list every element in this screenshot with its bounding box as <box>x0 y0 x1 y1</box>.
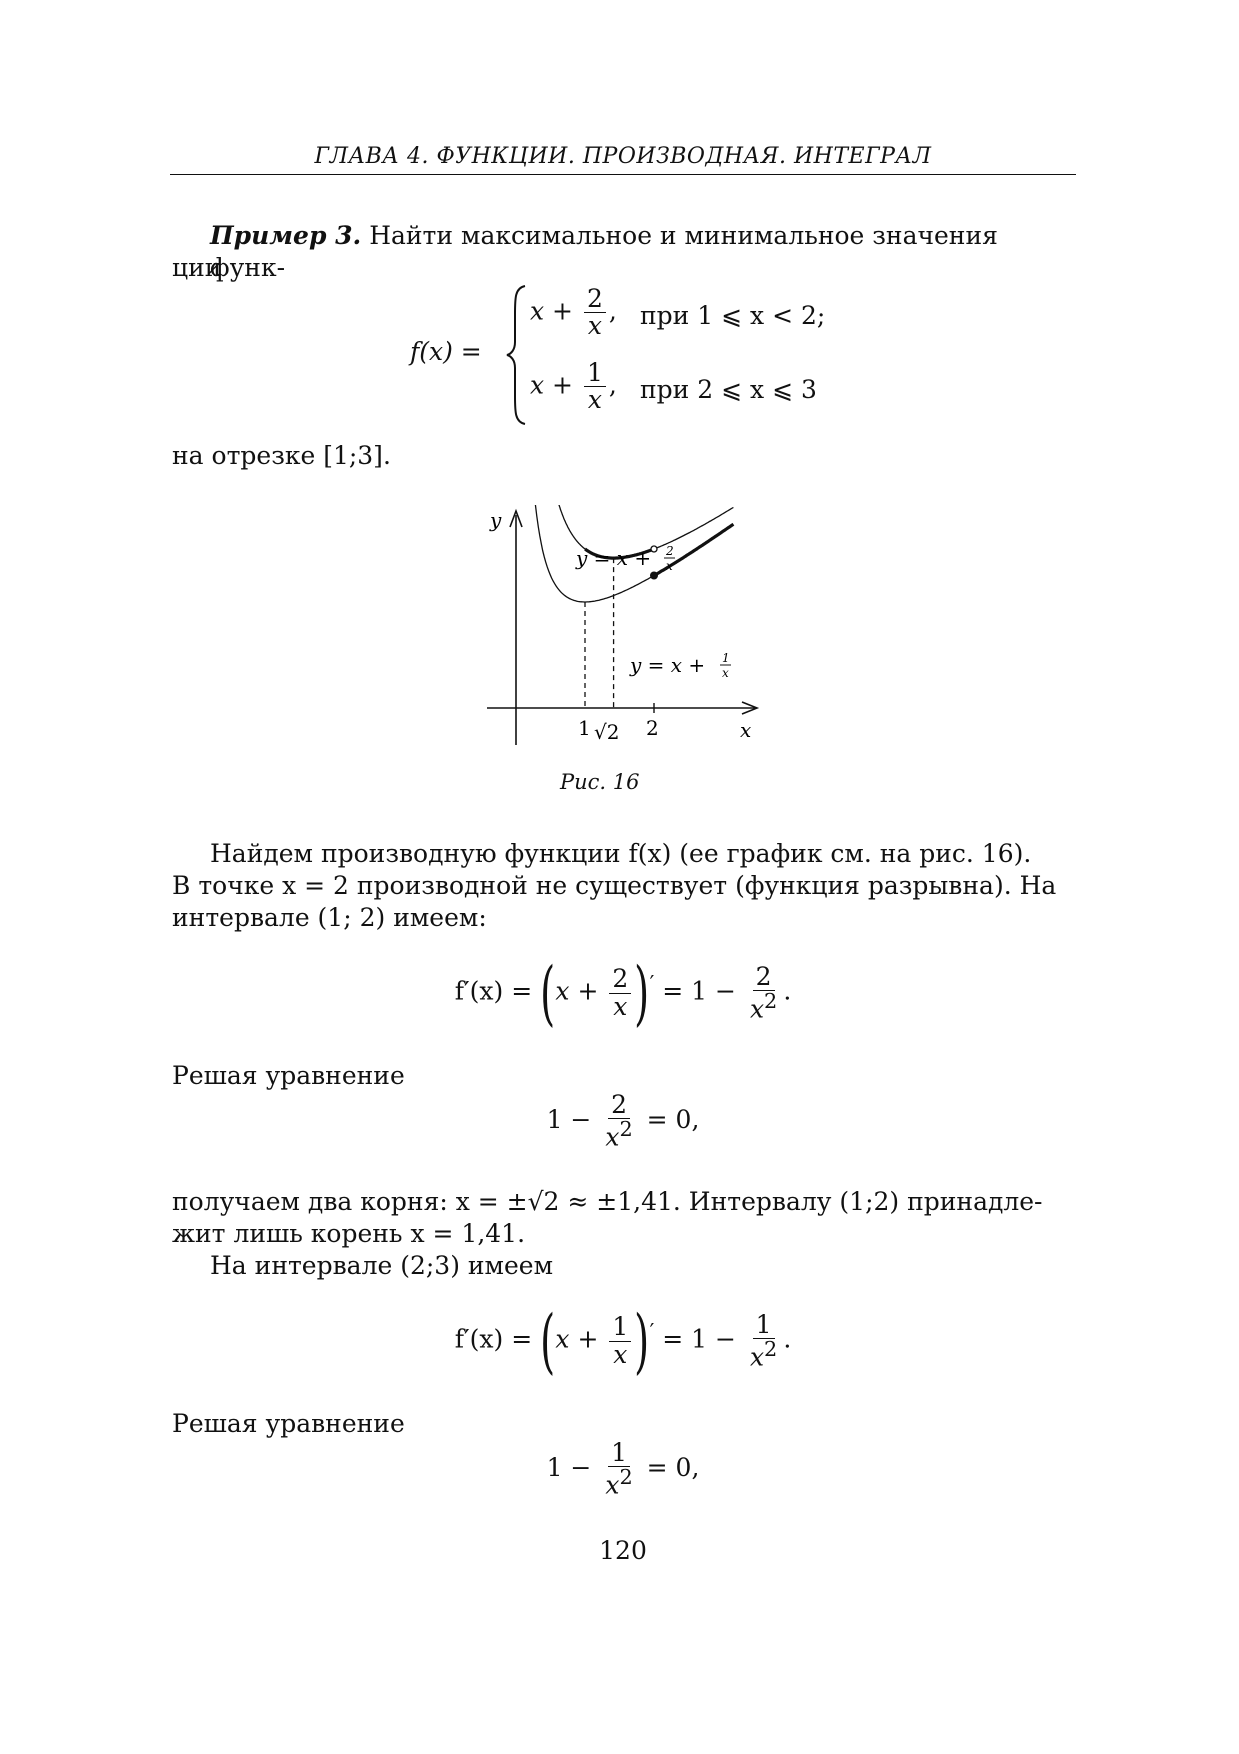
closed-point <box>650 572 658 580</box>
page-number: 120 <box>599 1536 647 1565</box>
label-lower-curve: y = x + <box>630 653 706 677</box>
svg-text:x: x <box>666 559 673 573</box>
case2-expr: x + $\frac{1}{x}$ , <box>530 358 617 415</box>
function-graph <box>470 505 770 755</box>
para2-line1: получаем два корня: x = ±√2 ≈ ±1,41. Интервалу (1;2) принадле- <box>172 1187 1043 1216</box>
derivative-formula-2: f′(x) = (x + $\frac{1}{x}$ )′ = 1 − $\frac{1}{x^2}$ . <box>454 1300 792 1382</box>
para1-line2: В точке x = 2 производной не существует (функция разрывна). На <box>172 871 1057 900</box>
case2-condition: при 2 ⩽ x ⩽ 3 <box>640 375 817 404</box>
para1-line3: интервале (1; 2) имеем: <box>172 903 487 932</box>
case1-expr: x + $\frac{2}{x}$ , <box>530 284 617 341</box>
svg-text:1: 1 <box>722 651 730 665</box>
tick-label-2: 2 <box>646 716 659 740</box>
para2-line2: жит лишь корень x = 1,41. <box>172 1219 526 1248</box>
equation-1: 1 − $\frac{2}{x^2}$ = 0, <box>546 1090 700 1152</box>
label-upper-curve: y = x + <box>576 546 652 570</box>
upper-curve-thin-right <box>654 507 733 549</box>
tick-label-sqrt2: √2 <box>594 720 620 744</box>
segment-text: на отрезке [1;3]. <box>172 441 391 470</box>
para2-line3: На интервале (2;3) имеем <box>210 1251 554 1280</box>
equation-2: 1 − $\frac{1}{x^2}$ = 0, <box>546 1438 700 1500</box>
x-axis-label: x <box>740 718 752 742</box>
para1-line1: Найдем производную функции f(x) (ее график см. на рис. 16). <box>210 839 1032 868</box>
example-label: Пример 3. <box>210 221 362 250</box>
piecewise-lhs: f(x) = <box>410 337 482 366</box>
derivative-formula-1: f′(x) = (x + $\frac{2}{x}$ )′ = 1 − $\frac{2}{x^2}$ . <box>454 952 792 1034</box>
svg-text:x: x <box>722 666 729 680</box>
label-upper-frac: 2 <box>666 544 674 558</box>
upper-curve-thin <box>555 505 585 549</box>
solve-label-2: Решая уравнение <box>172 1409 405 1438</box>
example-text-cont: ции <box>172 253 222 282</box>
running-header: ГЛАВА 4. ФУНКЦИИ. ПРОИЗВОДНАЯ. ИНТЕГРАЛ <box>170 144 1076 175</box>
brace-icon <box>505 284 529 426</box>
solve-label-1: Решая уравнение <box>172 1061 405 1090</box>
open-point <box>651 546 657 552</box>
y-axis-label: y <box>490 508 502 532</box>
example-line <box>210 220 1080 284</box>
example-text: Найти максимальное и минимальное значения функ- <box>210 221 998 282</box>
tick-label-1: 1 <box>578 716 591 740</box>
figure-caption: Рис. 16 <box>560 770 640 794</box>
case1-condition: при 1 ⩽ x < 2; <box>640 301 826 330</box>
